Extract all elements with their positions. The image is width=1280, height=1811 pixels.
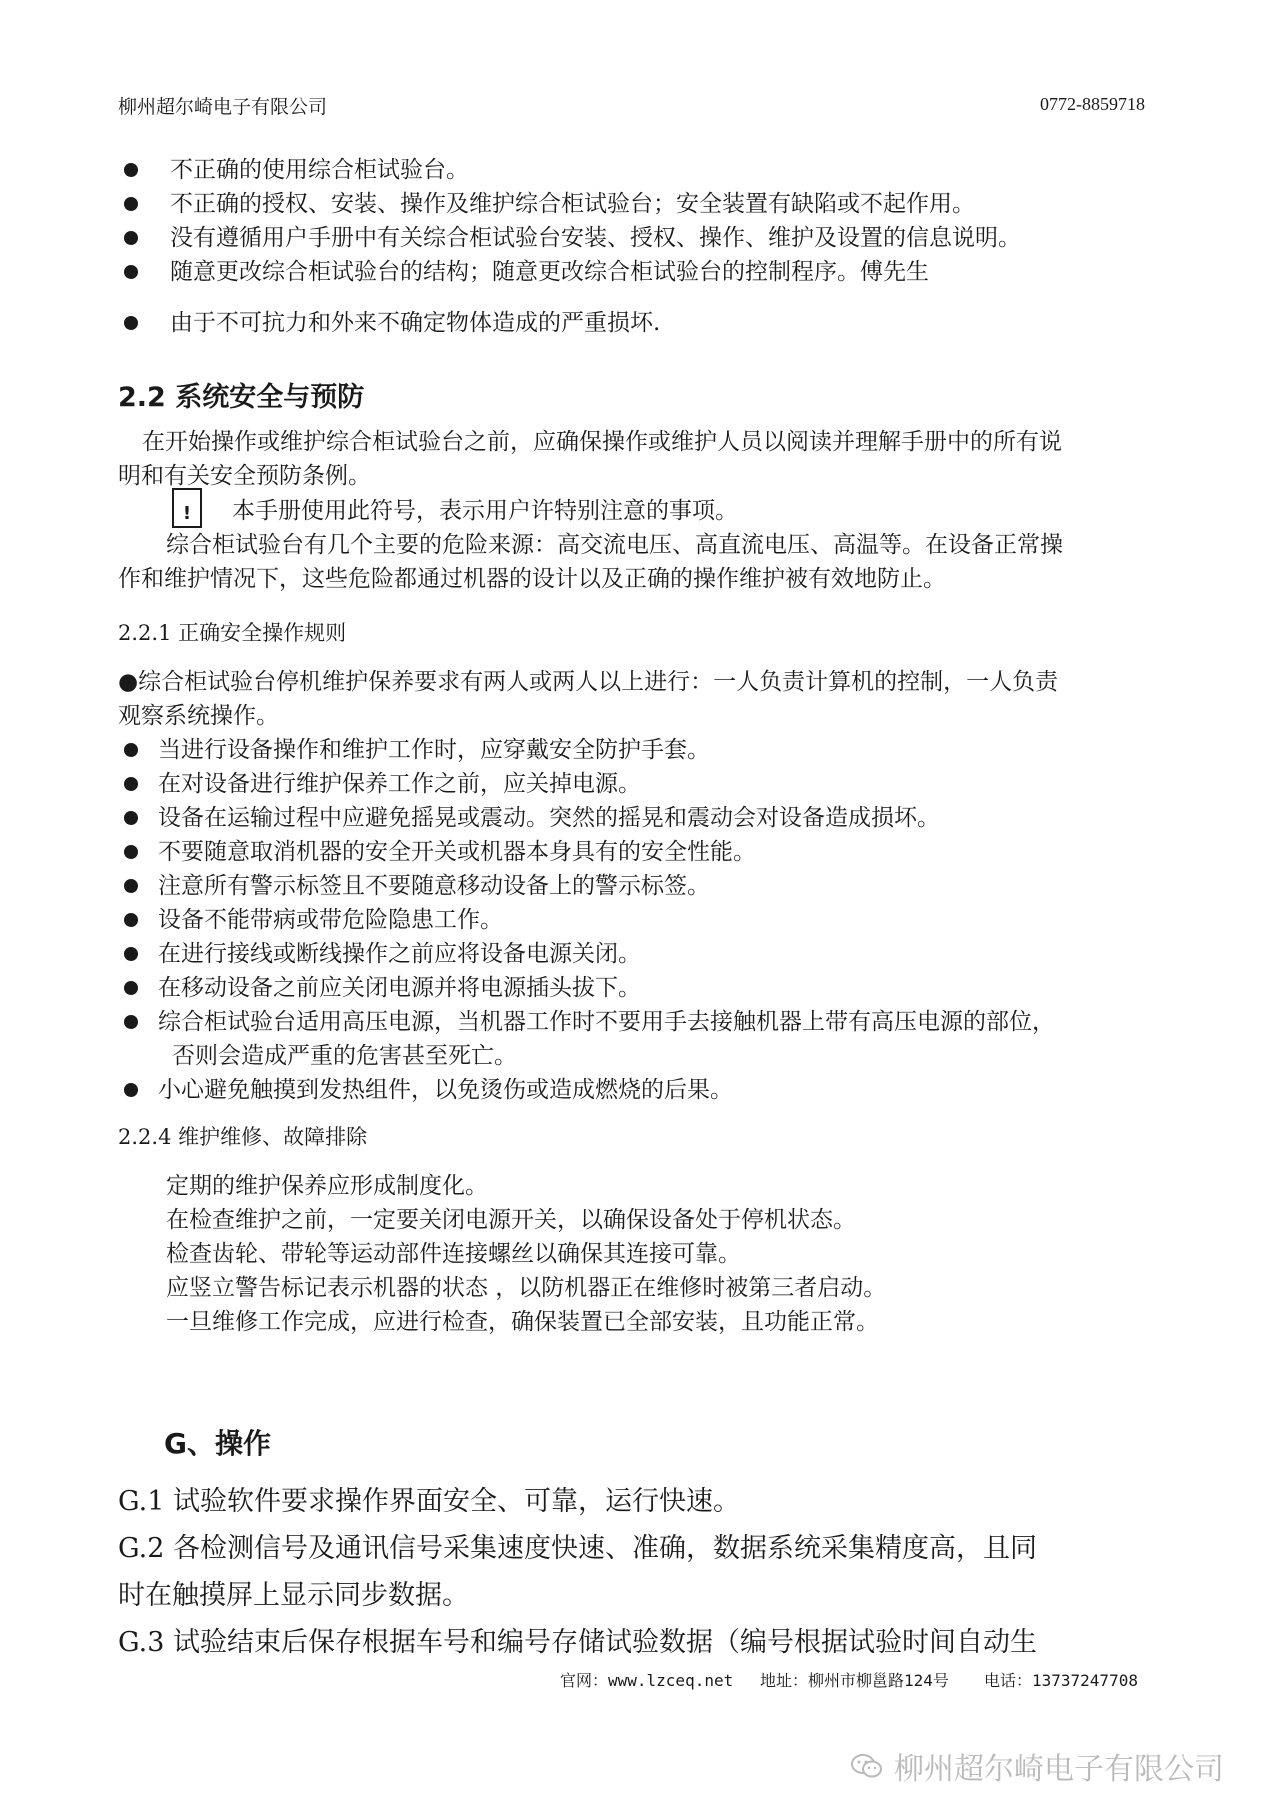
list-item: 不正确的使用综合柜试验台。 [170,157,469,183]
paragraph-line: 一旦维修工作完成，应进行检查，确保装置已全部安装，且功能正常。 [166,1309,879,1335]
section-title: G、操作 [164,1427,271,1460]
paragraph-line: 检查齿轮、带轮等运动部件连接螺丝以确保其连接可靠。 [166,1241,741,1267]
subsection-title: 2.2.4 维护维修、故障排除 [118,1125,368,1149]
watermark [850,1744,1224,1788]
paragraph-line: 明和有关安全预防条例。 [118,463,371,489]
list-item: 不正确的授权、安装、操作及维护综合柜试验台；安全装置有缺陷或不起作用。 [170,191,975,217]
paragraph-line: ●综合柜试验台停机维护保养要求有两人或两人以上进行：一人负责计算机的控制，一人负责 [118,669,1059,695]
bullet-icon [124,163,138,177]
paragraph-line: 应竖立警告标记表示机器的状态 ，以防机器正在维修时被第三者启动。 [166,1275,887,1301]
bullet-icon [124,879,138,893]
paragraph-line: G.2 各检测信号及通讯信号采集速度快速、准确，数据系统采集精度高，且同 [118,1533,1037,1564]
bullet-icon [124,265,138,279]
list-item: 没有遵循用户手册中有关综合柜试验台安装、授权、操作、维护及设置的信息说明。 [170,225,1021,251]
list-item: 设备在运输过程中应避免摇晃或震动。突然的摇晃和震动会对设备造成损坏。 [158,805,940,831]
bullet-icon [124,981,138,995]
warning-text: 本手册使用此符号，表示用户许特别注意的事项。 [232,498,738,524]
list-item: 由于不可抗力和外来不确定物体造成的严重损坏. [170,310,661,336]
bullet-icon [124,743,138,757]
subsection-title: 2.2.1 正确安全操作规则 [118,621,347,645]
paragraph-line: 观察系统操作。 [118,703,279,729]
list-item: 在移动设备之前应关闭电源并将电源插头拔下。 [158,975,641,1001]
section-title: 2.2 系统安全与预防 [118,382,365,413]
watermark-text: 柳州超尔崎电子有限公司 [894,1752,1224,1787]
header-company: 柳州超尔崎电子有限公司 [118,96,328,118]
paragraph-line: 定期的维护保养应形成制度化。 [166,1173,488,1199]
bullet-icon [124,231,138,245]
paragraph-line: G.1 试验软件要求操作界面安全、可靠，运行快速。 [118,1486,740,1517]
list-item: 当进行设备操作和维护工作时，应穿戴安全防护手套。 [158,737,710,763]
list-item: 小心避免触摸到发热组件，以免烫伤或造成燃烧的后果。 [158,1077,733,1103]
paragraph-line: 作和维护情况下，这些危险都通过机器的设计以及正确的操作维护被有效地防止。 [118,566,946,592]
paragraph-line: 在检查维护之前，一定要关闭电源开关，以确保设备处于停机状态。 [166,1207,856,1233]
list-item: 随意更改综合柜试验台的结构；随意更改综合柜试验台的控制程序。傅先生 [170,259,929,285]
list-item: 不要随意取消机器的安全开关或机器本身具有的安全性能。 [158,839,756,865]
paragraph-line: 在开始操作或维护综合柜试验台之前，应确保操作或维护人员以阅读并理解手册中的所有说 [142,429,1062,455]
paragraph-line: 时在触摸屏上显示同步数据。 [118,1580,469,1611]
bullet-icon [124,1015,138,1029]
bullet-icon [124,913,138,927]
footer-website: 官网：www.lzceq.net [560,1671,734,1690]
bullet-icon [124,197,138,211]
bullet-icon [124,777,138,791]
list-item: 设备不能带病或带危险隐患工作。 [158,907,503,933]
list-item: 综合柜试验台适用高压电源，当机器工作时不要用手去接触机器上带有高压电源的部位， [158,1009,1055,1035]
paragraph-line: 综合柜试验台有几个主要的危险来源：高交流电压、高直流电压、高温等。在设备正常操 [166,532,1063,558]
warning-icon: ! [172,488,202,528]
bullet-icon [124,811,138,825]
footer-address: 地址：柳州市柳邕路124号 [760,1671,949,1690]
footer-phone: 电话：13737247708 [984,1671,1138,1690]
bullet-icon [124,316,138,330]
wechat-icon [850,1752,884,1780]
bullet-icon [124,845,138,859]
bullet-icon [124,947,138,961]
paragraph-line: G.3 试验结束后保存根据车号和编号存储试验数据（编号根据试验时间自动生 [118,1627,1037,1658]
list-item: 在进行接线或断线操作之前应将设备电源关闭。 [158,941,641,967]
list-item: 在对设备进行维护保养工作之前，应关掉电源。 [158,771,641,797]
list-item: 注意所有警示标签且不要随意移动设备上的警示标签。 [158,873,710,899]
header-phone: 0772-8859718 [1040,94,1145,114]
list-item-continuation: 否则会造成严重的危害甚至死亡。 [172,1043,517,1069]
bullet-icon [124,1083,138,1097]
